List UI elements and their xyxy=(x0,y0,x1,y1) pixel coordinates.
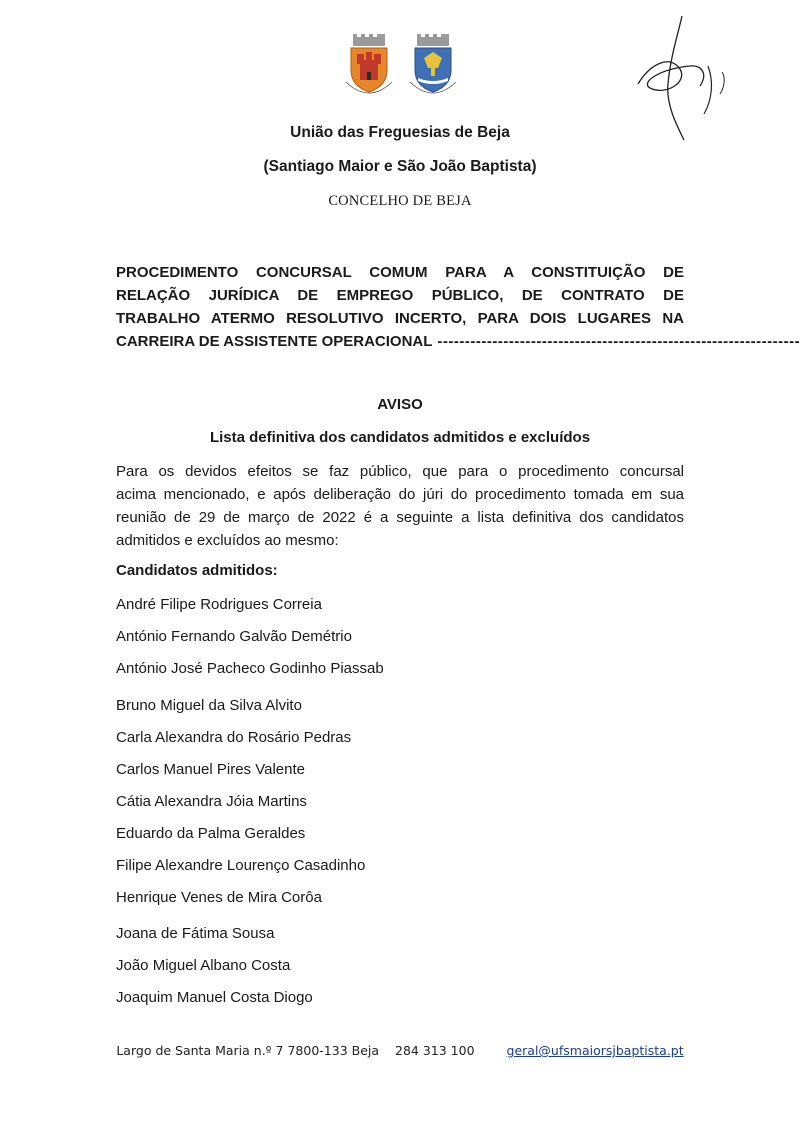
list-item: Cátia Alexandra Jóia Martins xyxy=(116,793,307,810)
list-item: António José Pacheco Godinho Piassab xyxy=(116,660,384,677)
title-line xyxy=(116,330,800,353)
footer-email-link[interactable]: geral@ufsmaiorsjbaptista.pt xyxy=(506,1043,684,1058)
list-item: Carlos Manuel Pires Valente xyxy=(116,761,305,778)
list-item: Henrique Venes de Mira Corôa xyxy=(116,889,322,906)
list-item: João Miguel Albano Costa xyxy=(116,957,291,974)
candidates-heading: Candidatos admitidos: xyxy=(116,562,278,579)
title-last-text: CARREIRA DE ASSISTENTE OPERACIONAL xyxy=(116,333,433,350)
list-item: André Filipe Rodrigues Correia xyxy=(116,596,322,613)
list-item: Filipe Alexandre Lourenço Casadinho xyxy=(116,857,366,874)
org-name-line1: União das Freguesias de Beja xyxy=(290,124,510,141)
list-item: Carla Alexandra do Rosário Pedras xyxy=(116,729,352,746)
org-name-line2: (Santiago Maior e São João Baptista) xyxy=(263,158,537,175)
list-subtitle: Lista definitiva dos candidatos admitidos e excluídos xyxy=(209,429,591,446)
concelho-label: CONCELHO DE BEJA xyxy=(328,193,472,209)
footer-address: Largo de Santa Maria n.º 7 7800-133 Beja xyxy=(116,1043,380,1058)
list-item: Eduardo da Palma Geraldes xyxy=(116,825,306,842)
title-dashes: ------------------------------------------------------------------ xyxy=(437,333,800,350)
intro-line: Para os devidos efeitos se faz público, que para o procedimento concursal xyxy=(116,463,684,480)
footer xyxy=(0,1043,800,1058)
intro-line: reunião de 29 de março de 2022 é a seguinte a lista definitiva dos candidatos xyxy=(116,509,684,526)
list-item: Bruno Miguel da Silva Alvito xyxy=(116,697,302,714)
list-item: Joaquim Manuel Costa Diogo xyxy=(116,989,313,1006)
crest-sao-joao-baptista-icon xyxy=(404,34,462,106)
title-line: RELAÇÃO JURÍDICA DE EMPREGO PÚBLICO, DE CONTRATO DE xyxy=(116,287,684,304)
intro-line: acima mencionado, e após deliberação do júri do procedimento tomada em sua xyxy=(116,486,684,503)
intro-line: admitidos e excluídos ao mesmo: xyxy=(116,532,339,549)
title-line: PROCEDIMENTO CONCURSAL COMUM PARA A CONSTITUIÇÃO DE xyxy=(116,264,684,281)
list-item: Joana de Fátima Sousa xyxy=(116,925,275,942)
crest-santiago-maior-icon xyxy=(340,34,398,106)
parish-crests xyxy=(340,34,462,106)
list-item: António Fernando Galvão Demétrio xyxy=(116,628,352,645)
intro-paragraph xyxy=(116,460,684,552)
aviso-heading: AVISO xyxy=(377,396,423,413)
title-line: TRABALHO ATERMO RESOLUTIVO INCERTO, PARA DOIS LUGARES NA xyxy=(116,310,684,327)
footer-phone: 284 313 100 xyxy=(395,1043,475,1058)
procedure-title xyxy=(116,261,800,353)
